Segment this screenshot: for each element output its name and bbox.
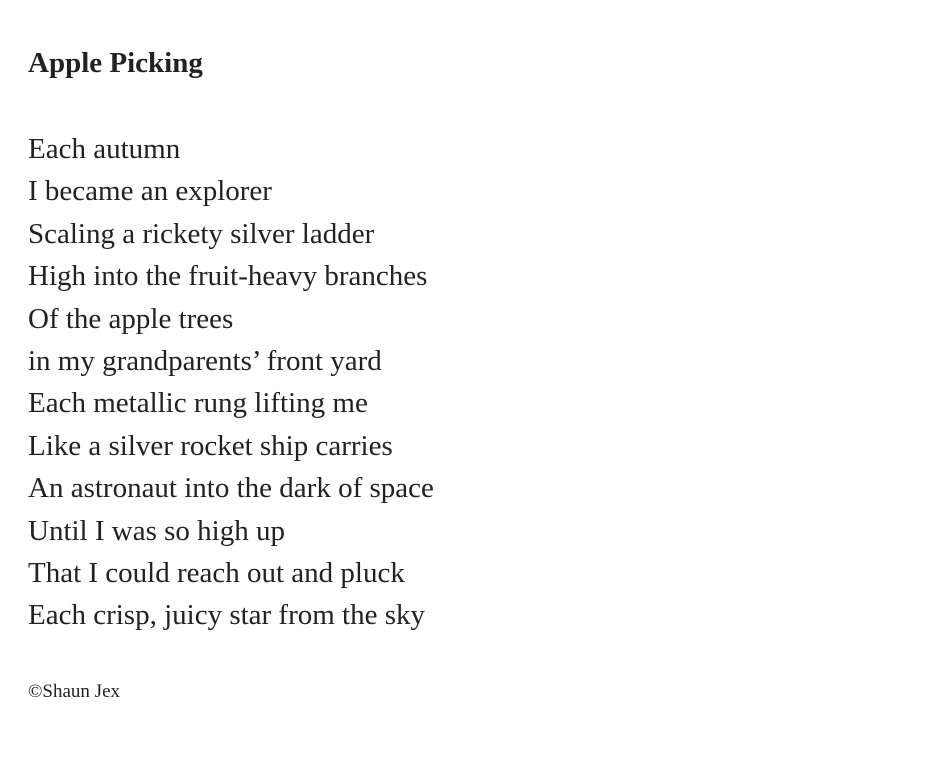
poem-line: An astronaut into the dark of space xyxy=(28,472,434,505)
poem-title: Apple Picking xyxy=(28,47,203,79)
poem-line: Of the apple trees xyxy=(28,302,234,335)
poem-line: That I could reach out and pluck xyxy=(28,557,405,590)
poem-line: Scaling a rickety silver ladder xyxy=(28,217,375,250)
copyright-notice: ©Shaun Jex xyxy=(28,681,121,702)
poem-line: in my grandparents’ front yard xyxy=(28,345,382,378)
poem-line: I became an explorer xyxy=(28,175,272,208)
poem-line: Each crisp, juicy star from the sky xyxy=(28,599,426,632)
poem-line: Each autumn xyxy=(28,133,181,165)
poem-body xyxy=(28,128,434,637)
poem-line: Each metallic rung lifting me xyxy=(28,387,368,420)
poem-line: Until I was so high up xyxy=(28,514,285,547)
poem-line: Like a silver rocket ship carries xyxy=(28,429,393,462)
poem-line: High into the fruit-heavy branches xyxy=(28,260,428,293)
